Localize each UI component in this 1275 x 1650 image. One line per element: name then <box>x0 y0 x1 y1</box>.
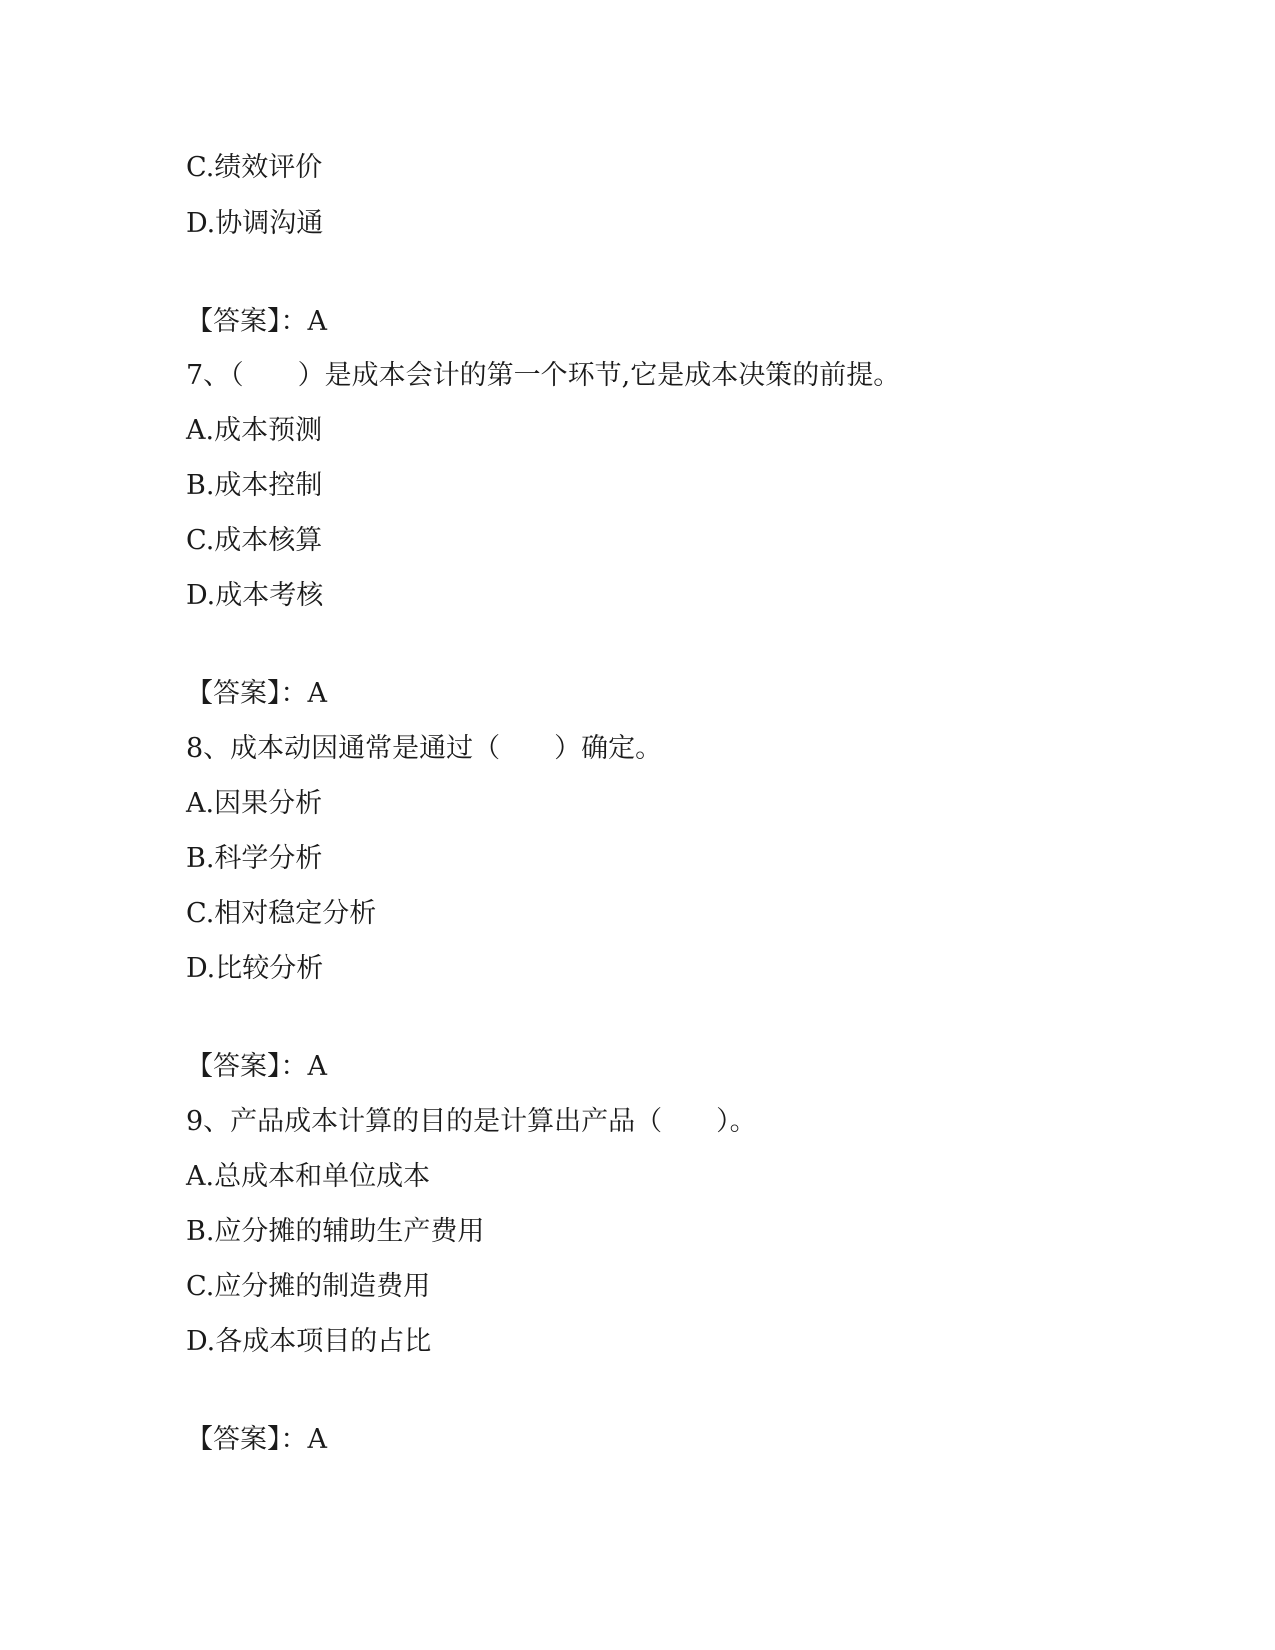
option-c: C.成本核算 <box>186 525 323 556</box>
answer-line: 【答案】：A <box>186 1424 327 1455</box>
option-a: A.成本预测 <box>186 415 323 446</box>
option-b: B.科学分析 <box>186 843 323 874</box>
option-d: D.比较分析 <box>186 953 324 984</box>
option-c: C.相对稳定分析 <box>186 898 377 929</box>
option-c: C.应分摊的制造费用 <box>186 1271 431 1302</box>
answer-line: 【答案】：A <box>186 1051 327 1082</box>
option-b: B.成本控制 <box>186 470 323 501</box>
option-b: B.应分摊的辅助生产费用 <box>186 1216 485 1247</box>
option-d: D.各成本项目的占比 <box>186 1326 432 1357</box>
option-c: C.绩效评价 <box>186 152 323 183</box>
question-stem: 8、成本动因通常是通过（ ）确定。 <box>186 733 663 764</box>
option-a: A.总成本和单位成本 <box>186 1161 431 1192</box>
answer-line: 【答案】：A <box>186 306 327 337</box>
option-d: D.协调沟通 <box>186 208 324 239</box>
question-stem: 9、产品成本计算的目的是计算出产品（ ）。 <box>186 1106 757 1137</box>
option-d: D.成本考核 <box>186 580 324 611</box>
question-stem: 7、（ ）是成本会计的第一个环节,它是成本决策的前提。 <box>186 360 901 391</box>
option-a: A.因果分析 <box>186 788 323 819</box>
answer-line: 【答案】：A <box>186 678 327 709</box>
